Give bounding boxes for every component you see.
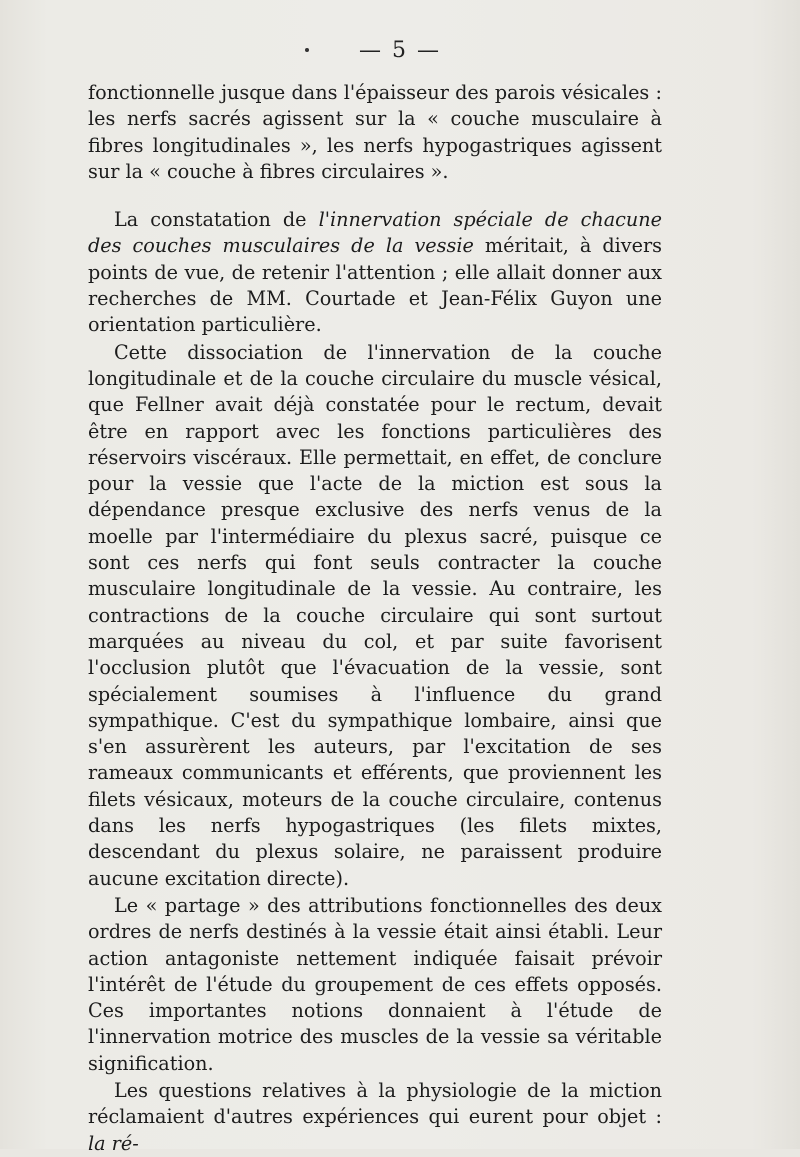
paragraph-2-text-b: méritait, à divers points de vue, de retenir l'attention ; elle allait donner aux recherches de MM. Courtade et Jean-Félix Guyon une orientation particulière.: [88, 234, 662, 337]
paragraph-5: [88, 1078, 662, 1157]
body-text: [88, 80, 662, 1157]
paragraph-2: [88, 207, 662, 338]
paragraph-3: [88, 340, 662, 892]
paragraph-3-text: Cette dissociation de l'innervation de la couche longitudinale et de la couche circulaire du muscle vésical, que Fellner avait déjà constatée pour le rectum, devait être en rapport avec les fonctions particulières des réservoirs viscéraux. Elle permettait, en effet, de conclure pour la vessie que l'acte de la miction est sous la dépendance presque exclusive des nerfs venus de la moelle par l'intermédiaire du plexus sacré, puisque ce sont ces nerfs qui font seuls contracter la couche musculaire longitudinale de la vessie. Au contraire, les contractions de la couche circulaire qui sont surtout marquées au niveau du col, et par suite favorisent l'occlusion plutôt que l'évacuation de la vessie, sont spécialement soumises à l'influence du grand sympathique. C'est du sympathique lombaire, ainsi que s'en assurèrent les auteurs, par l'excitation de ses rameaux communicants et efférents, que proviennent les filets vésicaux, moteurs de la couche circulaire, contenus dans les nerfs hypogastriques (les filets mixtes, descendant du plexus solaire, ne paraissent produire aucune excitation directe).: [88, 340, 662, 890]
paragraph-5-italic: la ré-: [88, 1131, 139, 1155]
paragraph-2-italic: l'innervation spéciale de chacune des couches musculaires de la vessie: [88, 208, 662, 258]
page-number-text: — 5 —: [359, 38, 441, 63]
paragraph-4-text: Le « partage » des attributions fonctionnelles des deux ordres de nerfs destinés à la vessie était ainsi établi. Leur action antagoniste nettement indiquée faisait prévoir l'intérêt de l'étude du groupement de ces effets opposés. Ces importantes notions donnaient à l'étude de l'innervation motrice des muscles de la vessie sa véritable signification.: [88, 893, 662, 1075]
printer-dot: [305, 48, 309, 52]
paragraph-1: [88, 80, 662, 185]
paragraph-5-text: Les questions relatives à la physiologie de la miction réclamaient d'autres expériences qui eurent pour objet :: [88, 1078, 662, 1129]
paragraph-2-text-a: La constatation de: [114, 208, 319, 232]
paragraph-4: [88, 893, 662, 1077]
page-number: [0, 38, 800, 63]
paragraph-1-text: fonctionnelle jusque dans l'épaisseur des parois vésicales : les nerfs sacrés agissent sur la « couche musculaire à fibres longitudinales », les nerfs hypogastriques agissent sur la « couche à fibres circulaires ».: [88, 81, 662, 183]
